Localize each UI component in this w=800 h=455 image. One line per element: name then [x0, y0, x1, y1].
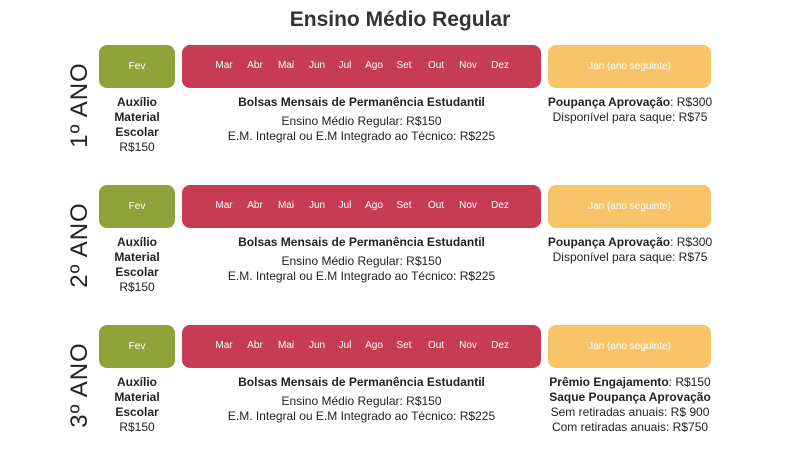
poupanca-line2: Disponível para saque: R$75 — [552, 110, 708, 124]
premio-heading: Prêmio Engajamento — [549, 375, 669, 389]
month-jan-label: Jan (ano seguinte) — [588, 341, 671, 352]
month-label: Ago — [365, 340, 383, 351]
month-label: Dez — [491, 60, 509, 71]
year-label: 1º ANO — [66, 62, 93, 148]
premio-block — [540, 375, 720, 435]
month-label: Out — [427, 200, 445, 211]
bolsas-line1: Ensino Médio Regular: R$150 — [281, 114, 442, 128]
month-label: Abr — [247, 340, 263, 351]
month-label: Abr — [247, 200, 263, 211]
month-label: Nov — [459, 60, 477, 71]
month-fev-bar — [99, 45, 175, 88]
auxilio-value: R$150 — [119, 280, 155, 294]
bolsas-block — [182, 375, 541, 424]
month-jan-bar — [548, 325, 711, 368]
saque-heading: Saque Poupança Aprovação — [549, 390, 711, 404]
month-fev-label: Fev — [128, 61, 146, 72]
saque-line1: Sem retiradas anuais: R$ 900 — [550, 405, 710, 419]
months-mar-dez-bar — [182, 325, 541, 368]
bolsas-block — [182, 95, 541, 144]
auxilio-block — [97, 375, 177, 435]
month-label: Jun — [308, 340, 326, 351]
auxilio-line1: Auxílio — [116, 95, 157, 109]
auxilio-line3: Escolar — [115, 405, 159, 419]
month-label: Set — [396, 200, 412, 211]
month-label: Out — [427, 340, 445, 351]
saque-line2: Com retiradas anuais: R$750 — [551, 420, 709, 434]
month-label: Mai — [277, 340, 295, 351]
month-label: Mar — [215, 340, 233, 351]
bolsas-heading: Bolsas Mensais de Permanência Estudantil — [238, 95, 485, 109]
bolsas-heading: Bolsas Mensais de Permanência Estudantil — [238, 235, 485, 249]
month-jan-bar — [548, 45, 711, 88]
bolsas-line1: Ensino Médio Regular: R$150 — [281, 394, 442, 408]
month-fev-label: Fev — [128, 201, 146, 212]
year-row-3 — [0, 325, 800, 455]
month-label: Out — [427, 60, 445, 71]
premio-value: : R$150 — [668, 375, 711, 389]
month-label: Dez — [491, 340, 509, 351]
month-fev-bar — [99, 185, 175, 228]
auxilio-line3: Escolar — [115, 125, 159, 139]
month-jan-bar — [548, 185, 711, 228]
month-label: Mai — [277, 200, 295, 211]
poupanca-block — [540, 235, 720, 265]
auxilio-value: R$150 — [119, 140, 155, 154]
month-label: Ago — [365, 60, 383, 71]
auxilio-block — [97, 235, 177, 295]
month-label: Nov — [459, 200, 477, 211]
month-label: Abr — [247, 60, 263, 71]
poupanca-heading: Poupança Aprovação — [547, 95, 671, 109]
bolsas-line1: Ensino Médio Regular: R$150 — [281, 254, 442, 268]
year-row-1 — [0, 45, 800, 175]
auxilio-line2: Material — [114, 110, 160, 124]
auxilio-line1: Auxílio — [116, 375, 157, 389]
month-label: Mar — [215, 60, 233, 71]
poupanca-heading: Poupança Aprovação — [547, 235, 671, 249]
month-label: Set — [396, 60, 412, 71]
auxilio-line1: Auxílio — [116, 235, 157, 249]
month-label: Jul — [338, 340, 352, 351]
auxilio-block — [97, 95, 177, 155]
poupanca-line2: Disponível para saque: R$75 — [552, 250, 708, 264]
months-mar-dez-bar — [182, 185, 541, 228]
auxilio-line2: Material — [114, 250, 160, 264]
page-title: Ensino Médio Regular — [289, 8, 511, 31]
auxilio-line3: Escolar — [115, 265, 159, 279]
auxilio-value: R$150 — [119, 420, 155, 434]
month-label: Ago — [365, 200, 383, 211]
bolsas-line2: E.M. Integral ou E.M Integrado ao Técnico: R$225 — [227, 269, 496, 283]
month-label: Dez — [491, 200, 509, 211]
month-label: Jul — [338, 60, 352, 71]
auxilio-line2: Material — [114, 390, 160, 404]
month-fev-label: Fev — [128, 341, 146, 352]
year-label: 3º ANO — [66, 342, 93, 428]
year-label: 2º ANO — [66, 202, 93, 288]
bolsas-line2: E.M. Integral ou E.M Integrado ao Técnico: R$225 — [227, 129, 496, 143]
bolsas-block — [182, 235, 541, 284]
month-label: Jun — [308, 60, 326, 71]
bolsas-heading: Bolsas Mensais de Permanência Estudantil — [238, 375, 485, 389]
year-row-2 — [0, 185, 800, 315]
month-label: Set — [396, 340, 412, 351]
months-mar-dez-bar — [182, 45, 541, 88]
poupanca-block — [540, 95, 720, 125]
month-fev-bar — [99, 325, 175, 368]
month-label: Mar — [215, 200, 233, 211]
month-label: Nov — [459, 340, 477, 351]
month-jan-label: Jan (ano seguinte) — [588, 201, 671, 212]
poupanca-value: : R$300 — [670, 235, 713, 249]
month-label: Jul — [338, 200, 352, 211]
month-label: Mai — [277, 60, 295, 71]
poupanca-value: : R$300 — [670, 95, 713, 109]
month-jan-label: Jan (ano seguinte) — [588, 61, 671, 72]
bolsas-line2: E.M. Integral ou E.M Integrado ao Técnico: R$225 — [227, 409, 496, 423]
month-label: Jun — [308, 200, 326, 211]
